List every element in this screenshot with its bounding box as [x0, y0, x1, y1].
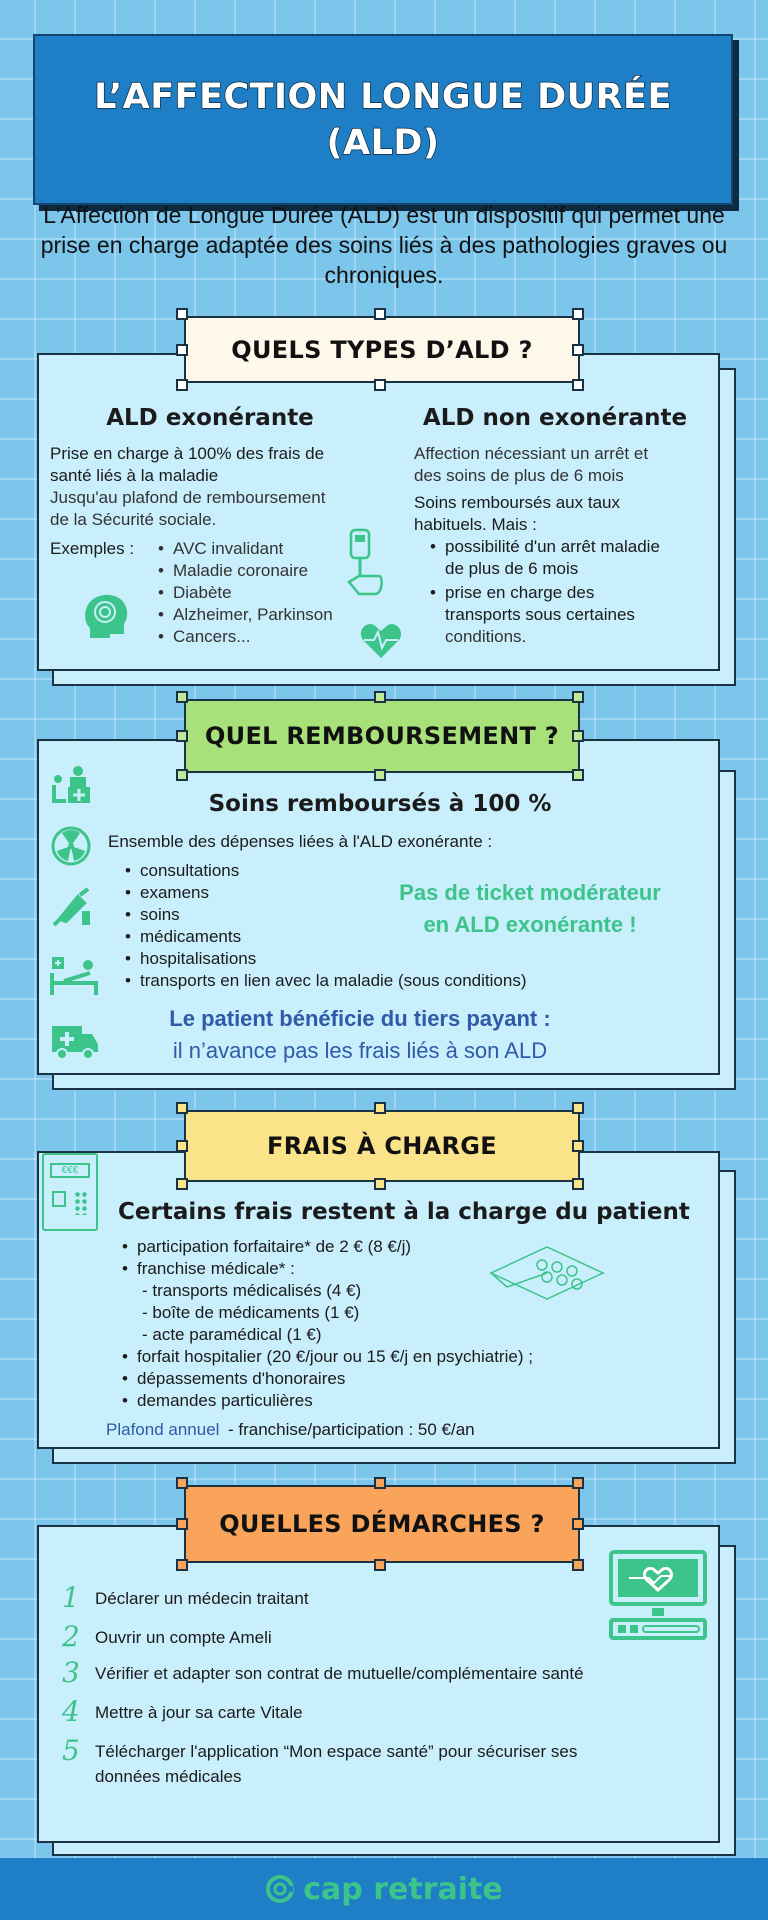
payment-terminal-icon: [42, 1153, 98, 1231]
resize-handle: [374, 691, 386, 703]
title-banner: [33, 34, 733, 205]
frais-item: - transports médicalisés (4 €): [142, 1281, 362, 1300]
hospital-bed-icon: [50, 955, 98, 997]
step-number: 1: [62, 1581, 80, 1614]
remb-item: • hospitalisations: [140, 948, 256, 970]
remb-header-text: QUEL REMBOURSEMENT ?: [204, 722, 560, 750]
resize-handle: [176, 691, 188, 703]
resize-handle: [572, 691, 584, 703]
tiers-payant-bold: Le patient bénéficie du tiers payant :: [169, 1006, 551, 1031]
resize-handle: [374, 1477, 386, 1489]
resize-handle: [572, 1559, 584, 1571]
exo-line: Prise en charge à 100% des frais de: [50, 444, 325, 463]
highlight-line: en ALD exonérante !: [423, 912, 637, 937]
non-exo-bullet-cont: de plus de 6 mois: [445, 559, 579, 578]
remb-title: Soins remboursés à 100 %: [208, 791, 552, 817]
non-exo-bullet: • possibilité d'un arrêt maladie: [445, 536, 660, 558]
resize-handle: [572, 1518, 584, 1530]
step-text-cont: données médicales: [95, 1767, 242, 1786]
step-text: Vérifier et adapter son contrat de mutuelle/complémentaire santé: [95, 1664, 584, 1683]
intro-text: L'Affection de Longue Durée (ALD) est un dispositif qui permet une prise en charge adaptée des soins liés à des pathologies graves ou chroniques.: [40, 202, 728, 288]
demarches-header-text: QUELLES DÉMARCHES ?: [219, 1510, 545, 1538]
example-item: • Maladie coronaire: [173, 560, 308, 582]
tiers-payant-text: il n’avance pas les frais liés à son ALD: [172, 1038, 548, 1063]
frais-item: • dépassements d'honoraires: [137, 1368, 345, 1390]
exo-line: de la Sécurité sociale.: [50, 510, 217, 529]
resize-handle: [374, 769, 386, 781]
types-header-text: QUELS TYPES D’ALD ?: [231, 335, 533, 364]
medical-monitor-icon: [609, 1550, 709, 1642]
types-header: [184, 316, 580, 383]
terminal-screen-text: €€€: [50, 1163, 90, 1178]
non-exo-line: habituels. Mais :: [414, 515, 537, 534]
plafond-text: - franchise/participation : 50 €/an: [228, 1420, 475, 1439]
step-text: Ouvrir un compte Ameli: [95, 1628, 272, 1647]
resize-handle: [176, 730, 188, 742]
demarches-header: [184, 1485, 580, 1563]
resize-handle: [572, 730, 584, 742]
resize-handle: [374, 308, 386, 320]
doctor-desk-icon: [50, 765, 94, 805]
resize-handle: [176, 344, 188, 356]
resize-handle: [374, 1178, 386, 1190]
non-exo-line: Affection nécessiant un arrêt et: [414, 444, 649, 463]
remb-item: • soins: [140, 904, 180, 926]
resize-handle: [572, 379, 584, 391]
non-exo-line: des soins de plus de 6 mois: [414, 466, 624, 485]
non-exo-line: Soins remboursés aux taux: [414, 493, 620, 512]
example-item: • AVC invalidant: [173, 538, 283, 560]
resize-handle: [176, 1559, 188, 1571]
title-line1: L’AFFECTION LONGUE DURÉE: [94, 76, 672, 117]
highlight-line: Pas de ticket modérateur: [399, 880, 661, 905]
syringe-icon: [50, 885, 92, 927]
resize-handle: [572, 769, 584, 781]
resize-handle: [176, 1140, 188, 1152]
step-number: 4: [62, 1695, 80, 1728]
resize-handle: [176, 379, 188, 391]
title-line2: (ALD): [326, 122, 440, 163]
resize-handle: [176, 1102, 188, 1114]
cap-retraite-logo-icon: [265, 1874, 295, 1904]
step-text: Déclarer un médecin traitant: [95, 1589, 309, 1608]
frais-header: [184, 1110, 580, 1182]
frais-item: • participation forfaitaire* de 2 € (8 €/j): [137, 1236, 411, 1258]
frais-header-text: FRAIS À CHARGE: [267, 1132, 497, 1160]
remb-item: • consultations: [140, 860, 239, 882]
step-text: Mettre à jour sa carte Vitale: [95, 1703, 303, 1722]
example-item: • Diabète: [173, 582, 232, 604]
cap-retraite-logo[interactable]: cap retraite: [303, 1871, 503, 1907]
remb-intro: Ensemble des dépenses liées à l'ALD exonérante :: [108, 832, 493, 851]
resize-handle: [572, 1102, 584, 1114]
resize-handle: [374, 379, 386, 391]
ambulance-icon: [50, 1020, 100, 1060]
resize-handle: [572, 1477, 584, 1489]
plafond-label: Plafond annuel: [106, 1420, 220, 1439]
frais-item: • demandes particulières: [137, 1390, 313, 1412]
exo-line: santé liés à la maladie: [50, 466, 219, 485]
resize-handle: [572, 308, 584, 320]
resize-handle: [176, 1477, 188, 1489]
pill-blister-icon: [487, 1243, 607, 1305]
resize-handle: [572, 1140, 584, 1152]
example-item: • Alzheimer, Parkinson: [173, 604, 333, 626]
remb-item: • transports en lien avec la maladie (sous conditions): [140, 970, 526, 992]
footer: [0, 1858, 768, 1920]
frais-title: Certains frais restent à la charge du patient: [118, 1199, 690, 1225]
step-number: 2: [62, 1620, 80, 1653]
step-number: 5: [62, 1734, 80, 1767]
glucose-meter-icon: [345, 528, 387, 598]
resize-handle: [374, 1559, 386, 1571]
resize-handle: [176, 308, 188, 320]
resize-handle: [176, 769, 188, 781]
frais-item: - boîte de médicaments (1 €): [142, 1303, 360, 1322]
remb-item: • médicaments: [140, 926, 241, 948]
non-exo-bullet-cont: transports sous certaines: [445, 605, 635, 624]
resize-handle: [572, 1178, 584, 1190]
example-item: • Cancers...: [173, 626, 250, 648]
heart-pulse-icon: [360, 622, 402, 660]
exo-title: ALD exonérante: [106, 405, 314, 431]
radiation-icon: [50, 825, 92, 867]
resize-handle: [572, 344, 584, 356]
examples-label: Exemples :: [50, 539, 135, 558]
remb-header: [184, 699, 580, 773]
resize-handle: [374, 1102, 386, 1114]
step-text: Télécharger l'application “Mon espace santé” pour sécuriser ses: [95, 1742, 578, 1761]
resize-handle: [176, 1518, 188, 1530]
resize-handle: [176, 1178, 188, 1190]
non-exo-bullet: • prise en charge des: [445, 582, 594, 604]
non-exo-bullet-cont: conditions.: [445, 627, 527, 646]
frais-item: • forfait hospitalier (20 €/jour ou 15 €/j en psychiatrie) ;: [137, 1346, 533, 1368]
non-exo-title: ALD non exonérante: [422, 405, 688, 431]
exo-line: Jusqu'au plafond de remboursement: [50, 488, 326, 507]
brain-head-icon: [80, 590, 130, 642]
remb-item: • examens: [140, 882, 209, 904]
frais-item: - acte paramédical (1 €): [142, 1325, 322, 1344]
step-number: 3: [62, 1656, 80, 1689]
frais-item: • franchise médicale* :: [137, 1258, 295, 1280]
